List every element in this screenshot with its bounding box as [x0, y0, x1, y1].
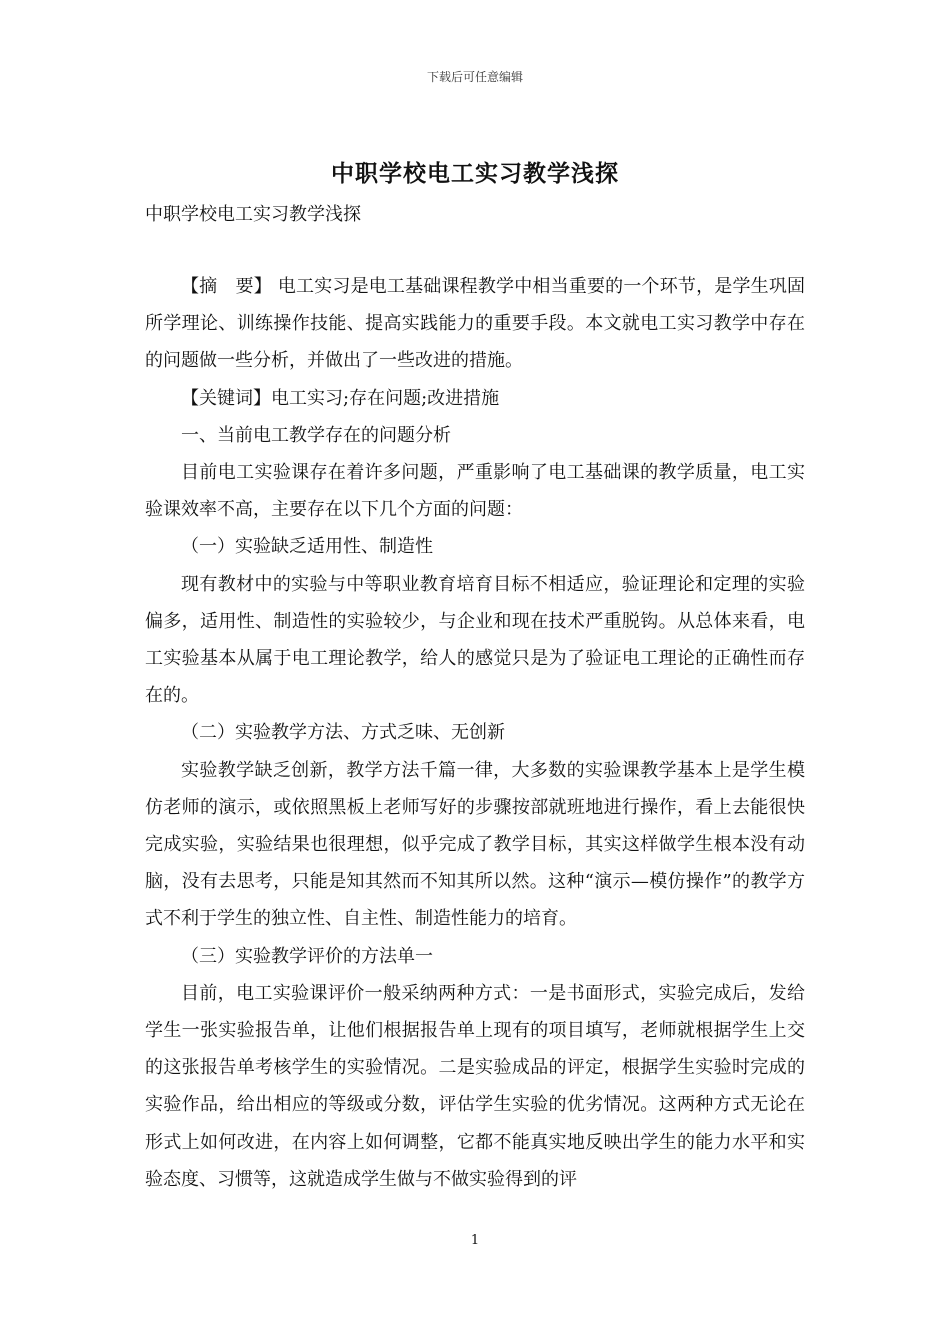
subsection-heading: （二）实验教学方法、方式乏味、无创新: [181, 722, 505, 744]
abstract-paragraph: 【摘 要】 电工实习是电工基础课程教学中相当重要的一个环节，是学生巩固所学理论、训练操作技能、提高实践能力的重要手段。本文就电工实习教学中存在的问题做一些分析，并做出了一些改进的措施。: [145, 276, 805, 372]
document-body: [145, 268, 805, 1198]
page-header-note: 下载后可任意编辑: [426, 70, 523, 84]
subsection-heading: （一）实验缺乏适用性、制造性: [181, 536, 433, 558]
section-heading: 一、当前电工教学存在的问题分析: [181, 424, 451, 446]
subsection-heading: （三）实验教学评价的方法单一: [181, 945, 433, 967]
document-subtitle: 中职学校电工实习教学浅探: [145, 204, 361, 225]
document-title: 中职学校电工实习教学浅探: [331, 160, 619, 187]
keywords-paragraph: 【关键词】电工实习;存在问题;改进措施: [181, 387, 500, 409]
body-paragraph: 目前电工实验课存在着许多问题，严重影响了电工基础课的教学质量，电工实验课效率不高，主要存在以下几个方面的问题：: [145, 462, 805, 521]
page-number: 1: [470, 1233, 480, 1248]
body-paragraph: 目前，电工实验课评价一般采纳两种方式：一是书面形式，实验完成后，发给学生一张实验报告单，让他们根据报告单上现有的项目填写，老师就根据学生上交的这张报告单考核学生的实验情况。二是实验成品的评定，根据学生实验时完成的实验作品，给出相应的等级或分数，评估学生实验的优劣情况。这两种方式无论在形式上如何改进，在内容上如何调整，它都不能真实地反映出学生的能力水平和实验态度、习惯等，这就造成学生做与不做实验得到的评: [145, 982, 805, 1190]
body-paragraph: 实验教学缺乏创新，教学方法千篇一律，大多数的实验课教学基本上是学生模仿老师的演示，或依照黑板上老师写好的步骤按部就班地进行操作，看上去能很快完成实验，实验结果也很理想，似乎完成了教学目标，其实这样做学生根本没有动脑，没有去思考，只能是知其然而不知其所以然。这种“演示—模仿操作”的教学方式不利于学生的独立性、自主性、制造性能力的培育。: [145, 759, 805, 930]
body-paragraph: 现有教材中的实验与中等职业教育培育目标不相适应，验证理论和定理的实验偏多，适用性、制造性的实验较少，与企业和现在技术严重脱钩。从总体来看，电工实验基本从属于电工理论教学，给人的感觉只是为了验证电工理论的正确性而存在的。: [145, 573, 805, 707]
